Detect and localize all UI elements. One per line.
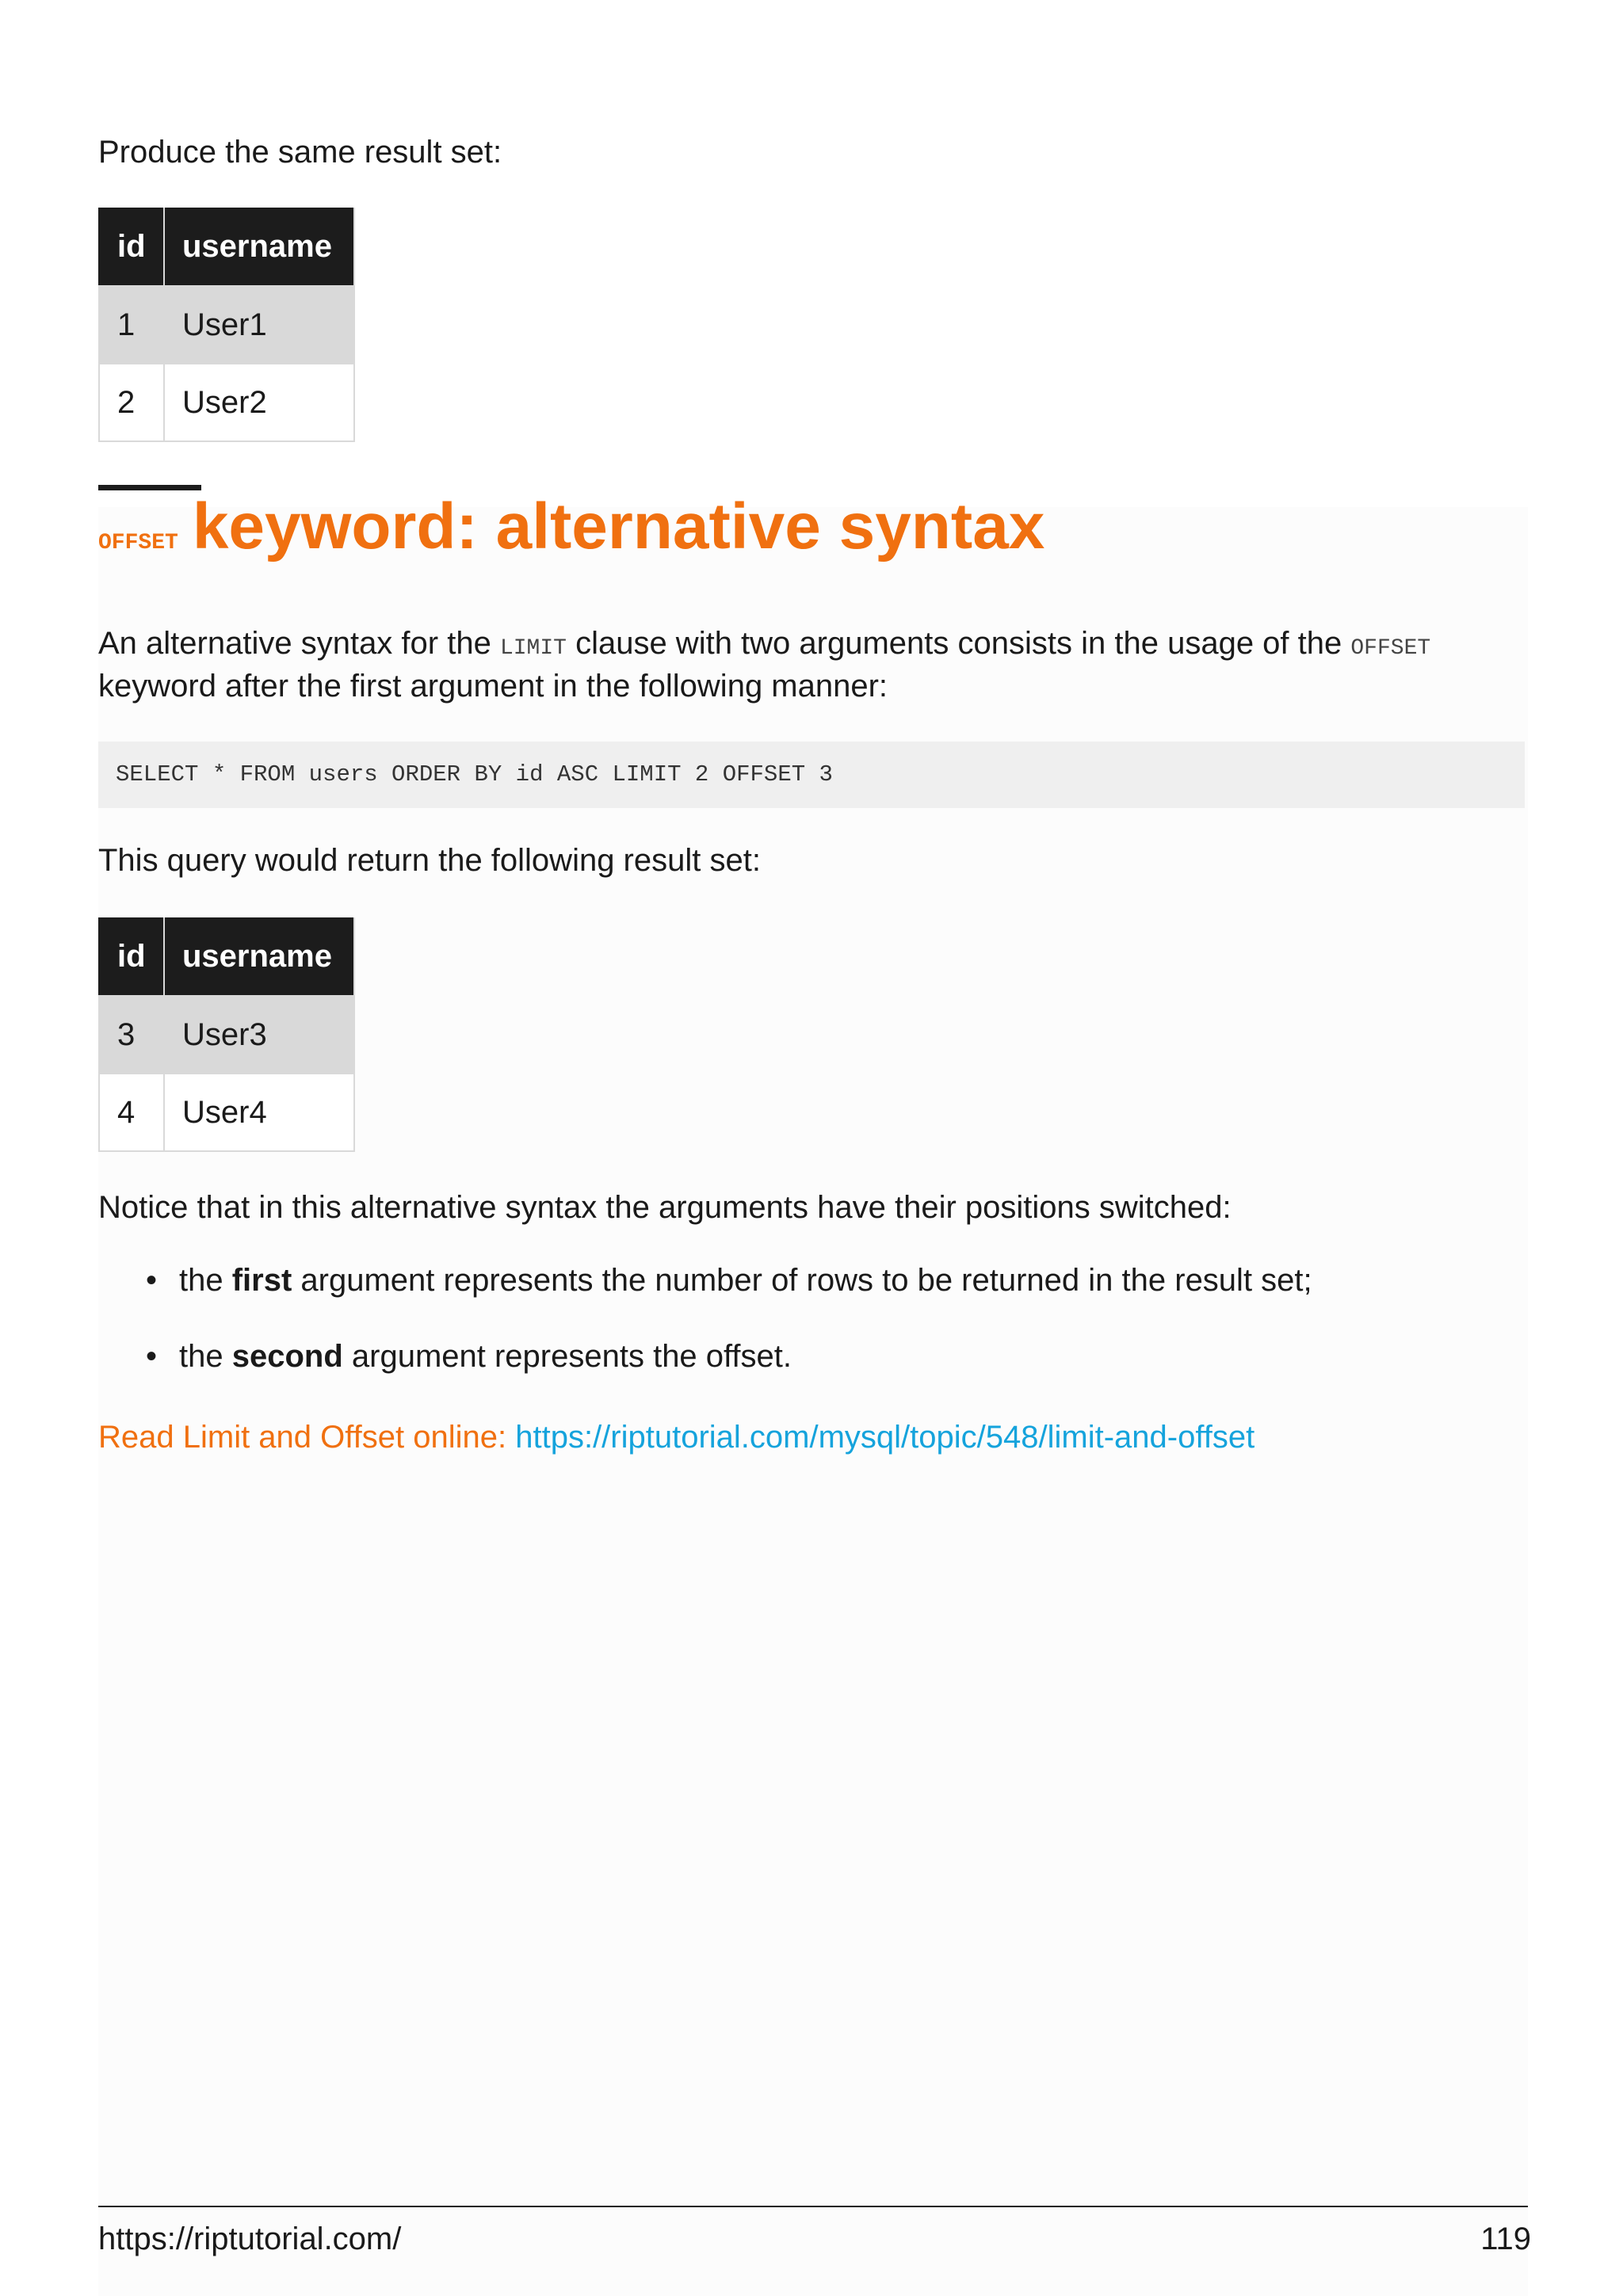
cell-id: 4 — [99, 1074, 164, 1151]
read-online — [98, 1415, 1254, 1459]
heading-code: OFFSET — [98, 531, 178, 555]
footer-rule — [98, 2206, 1528, 2207]
notice-text: Notice that in this alternative syntax the arguments have their positions switched: — [98, 1190, 1232, 1225]
cell-id: 2 — [99, 364, 164, 441]
paragraph-line-2: keyword after the first argument in the following manner: — [98, 669, 888, 704]
bullet: • — [146, 1263, 158, 1298]
inline-code-offset: OFFSET — [1350, 636, 1431, 661]
item-bold: first — [231, 1263, 292, 1298]
page-number: 119 — [1480, 2222, 1531, 2256]
inline-code-limit: LIMIT — [499, 636, 567, 661]
intro-text: Produce the same result set: — [98, 135, 502, 170]
code-block: SELECT * FROM users ORDER BY id ASC LIMIT 2 OFFSET 3 — [98, 742, 1525, 808]
table-row — [99, 286, 354, 364]
result-table-2 — [98, 917, 355, 1152]
table-header-id: id — [99, 208, 164, 286]
section-heading — [98, 490, 1044, 564]
item-text: the — [179, 1339, 232, 1374]
item-text: argument represents the offset. — [342, 1339, 792, 1374]
read-online-label: Read Limit and Offset online: — [98, 1420, 516, 1455]
result-table-1 — [98, 208, 355, 442]
table-header-id: id — [99, 917, 164, 996]
item-bold: second — [231, 1339, 343, 1374]
list-item — [98, 1334, 1312, 1410]
table-row — [99, 364, 354, 441]
cell-username: User2 — [164, 364, 354, 441]
item-text: argument represents the number of rows to be returned in the result set; — [292, 1263, 1312, 1298]
para-text: clause with two arguments consists in the usage of the — [566, 626, 1351, 661]
table-header-username: username — [164, 917, 354, 996]
cell-id: 1 — [99, 286, 164, 364]
para-text: An alternative syntax for the — [98, 626, 500, 661]
item-text: the — [179, 1263, 232, 1298]
notice-list — [98, 1258, 1312, 1410]
heading-title: keyword: alternative syntax — [192, 490, 1045, 563]
cell-username: User4 — [164, 1074, 354, 1151]
table-row — [99, 1074, 354, 1151]
footer-url: https://riptutorial.com/ — [98, 2222, 402, 2256]
cell-username: User3 — [164, 996, 354, 1074]
bullet: • — [146, 1339, 158, 1374]
cell-username: User1 — [164, 286, 354, 364]
cell-id: 3 — [99, 996, 164, 1074]
paragraph-result-intro: This query would return the following result set: — [98, 843, 761, 878]
list-item — [98, 1258, 1312, 1334]
table-row — [99, 996, 354, 1074]
read-online-link[interactable]: https://riptutorial.com/mysql/topic/548/limit-and-offset — [515, 1420, 1255, 1455]
table-header-username: username — [164, 208, 354, 286]
